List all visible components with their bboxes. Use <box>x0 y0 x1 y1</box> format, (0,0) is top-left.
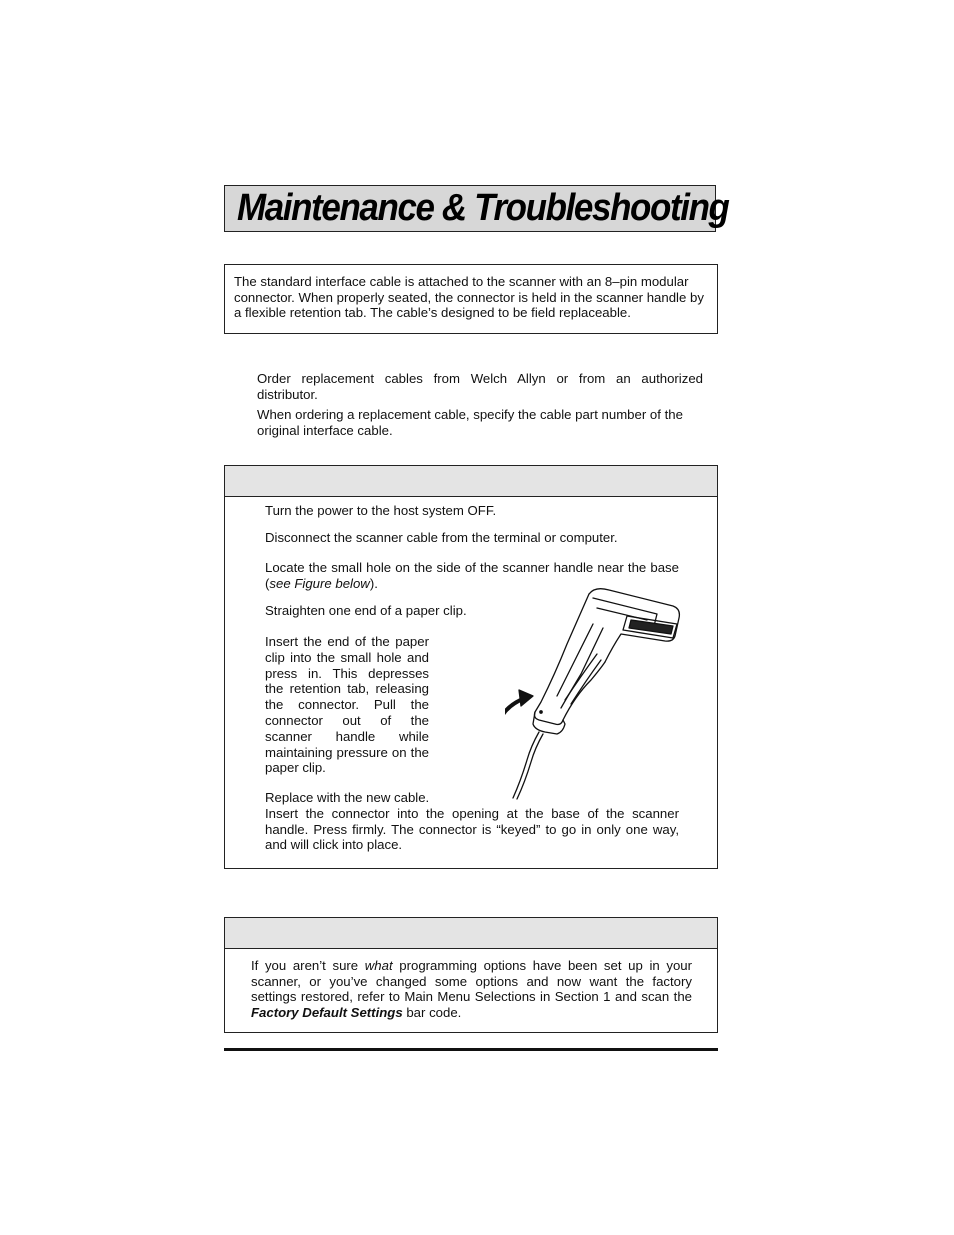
replace-text: Replace with the new cable. <box>265 790 430 805</box>
note-part-number: When ordering a replacement cable, specify the cable part number of the original interface cable. <box>257 407 683 438</box>
procedure-header-bar <box>225 466 717 497</box>
step-power-off: Turn the power to the host system OFF. <box>265 503 497 518</box>
footer-rule <box>224 1048 718 1051</box>
factory-defaults-text <box>251 958 692 1020</box>
locate-text: Locate the small hole on the side of the scanner handle near the base ( <box>265 560 679 591</box>
cable-replacement-procedure <box>224 465 718 869</box>
reset-text-3: bar code. <box>402 1004 462 1020</box>
note-order-cables: Order replacement cables from Welch Allyn or from an authorized distributor. <box>257 371 703 402</box>
factory-default-settings-label: Factory Default Settings <box>251 1004 403 1020</box>
page-title: Maintenance & Troubleshooting <box>237 187 729 229</box>
reset-text-2: programming options have been set up in your scanner, or you’ve changed some options and now want the factory settings restored, refer to Main Menu Selections in Section 1 and scan the <box>251 958 693 1004</box>
scanner-cable-icon <box>505 584 705 804</box>
intro-box <box>224 264 718 334</box>
factory-defaults-section <box>224 917 718 1033</box>
reset-text-1: If you aren’t sure <box>251 958 365 973</box>
step-insert-clip: Insert the end of the paper clip into the small hole and press in. This depresses the retention tab, releasing the connector. Pull the connector out of the scanner handle while maintaining pressure on the paper clip. <box>265 634 429 776</box>
reset-emphasis: what <box>364 958 393 973</box>
defaults-header-bar <box>225 918 717 949</box>
insert-connector-text: Insert the connector into the opening at the base of the scanner handle. Press firmly. The connector is “keyed” to go in only one way, and will click into place. <box>265 805 679 853</box>
step-straighten-clip: Straighten one end of a paper clip. <box>265 603 467 618</box>
intro-text: The standard interface cable is attached to the scanner with an 8–pin modular connector. When properly seated, the connector is held in the scanner handle by a flexible retention tab. The cable’s designed to be field replaceable. <box>234 274 704 320</box>
figure-reference: see Figure below <box>269 575 370 591</box>
step-disconnect: Disconnect the scanner cable from the terminal or computer. <box>265 530 618 545</box>
locate-text-end: ). <box>369 575 378 591</box>
page-title-box <box>224 185 729 232</box>
